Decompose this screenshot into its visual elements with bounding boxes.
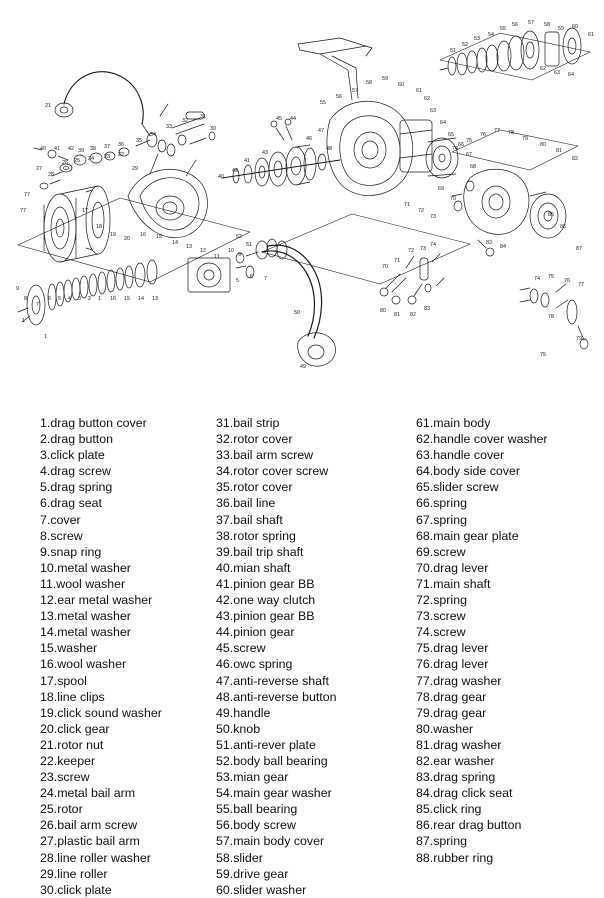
svg-text:53: 53 — [474, 36, 480, 42]
part-list-item: 10.metal washer — [40, 560, 131, 575]
part-list-item: 42.one way clutch — [216, 593, 316, 608]
part-list-item: 40.mian shaft — [216, 560, 291, 575]
svg-text:76: 76 — [564, 278, 570, 284]
part-list-item: 16.wool washer — [40, 657, 127, 672]
svg-text:75: 75 — [466, 138, 472, 144]
part-list-item: 15.washer — [40, 641, 98, 656]
part-list-item: 62.handle cover washer — [416, 432, 548, 447]
bail-small-parts — [34, 104, 215, 165]
part-list-item: 33.bail arm screw — [216, 448, 314, 463]
part-list-item: 57.main body cover — [216, 834, 325, 849]
part-list-item: 5.drag spring — [40, 480, 113, 495]
svg-text:42: 42 — [68, 146, 74, 152]
svg-text:81: 81 — [394, 312, 400, 318]
svg-text:52: 52 — [236, 234, 242, 240]
svg-text:62: 62 — [540, 66, 546, 72]
part-list-item: 72.spring — [416, 593, 467, 608]
diagram-svg — [0, 0, 604, 390]
parts-column-2 — [208, 415, 408, 897]
part-list-item: 73.screw — [416, 609, 466, 624]
part-list-item: 31.bail strip — [216, 416, 280, 430]
svg-text:87: 87 — [576, 246, 582, 252]
parts-column-1 — [0, 415, 208, 897]
svg-text:82: 82 — [410, 312, 416, 318]
svg-text:24: 24 — [88, 156, 94, 162]
part-list-item: 12.ear metal washer — [40, 593, 153, 608]
svg-text:26: 26 — [62, 160, 68, 166]
svg-text:73: 73 — [420, 246, 426, 252]
part-list-item: 66.spring — [416, 496, 467, 511]
svg-text:8: 8 — [24, 296, 27, 302]
part-list-item: 84.drag click seat — [416, 786, 513, 801]
svg-text:20: 20 — [124, 236, 130, 242]
part-list-item: 88.rubber ring — [416, 850, 494, 865]
svg-text:60: 60 — [572, 24, 578, 30]
svg-text:43: 43 — [262, 150, 268, 156]
part-list-item: 85.click ring — [416, 802, 482, 817]
svg-text:18: 18 — [96, 224, 102, 230]
reel-body — [298, 38, 458, 196]
svg-text:65: 65 — [448, 132, 454, 138]
part-list-item: 6.drag seat — [40, 496, 102, 511]
svg-text:13: 13 — [186, 244, 192, 250]
part-list-item: 53.mian gear — [216, 770, 289, 785]
svg-text:77: 77 — [494, 128, 500, 134]
part-list-item: 37.bail shaft — [216, 512, 283, 527]
part-list-item: 18.line clips — [40, 689, 105, 704]
svg-text:14: 14 — [172, 240, 178, 246]
part-list-item: 81.drag washer — [416, 737, 502, 752]
parts-list — [0, 415, 604, 897]
part-list-item: 64.body side cover — [416, 464, 521, 479]
svg-text:38: 38 — [90, 146, 96, 152]
svg-text:16: 16 — [110, 296, 116, 302]
svg-text:61: 61 — [588, 32, 594, 38]
svg-text:39: 39 — [78, 148, 84, 154]
part-list-item: 61.main body — [416, 416, 491, 430]
svg-text:80: 80 — [540, 142, 546, 148]
svg-text:41: 41 — [244, 158, 250, 164]
svg-text:67: 67 — [466, 152, 472, 158]
part-list-item: 9.snap ring — [40, 544, 102, 559]
svg-text:52: 52 — [462, 42, 468, 48]
svg-text:83: 83 — [486, 240, 492, 246]
part-list-item: 1.drag button cover — [40, 416, 147, 430]
parts-column-3 — [408, 415, 604, 865]
drag-lever-cluster — [380, 254, 444, 304]
part-list-item: 36.bail line — [216, 496, 276, 511]
part-list-item: 28.line roller washer — [40, 850, 151, 865]
svg-text:28: 28 — [48, 172, 54, 178]
svg-text:68: 68 — [470, 164, 476, 170]
svg-text:72: 72 — [418, 208, 424, 214]
part-list-item: 68.main gear plate — [416, 528, 519, 543]
part-list-item: 67.spring — [416, 512, 467, 527]
part-list-item: 3.click plate — [40, 448, 105, 463]
part-list-item: 34.rotor cover screw — [216, 464, 329, 479]
svg-text:40: 40 — [218, 174, 224, 180]
svg-text:4: 4 — [68, 296, 71, 302]
handle-assembly — [236, 239, 336, 366]
svg-text:14: 14 — [138, 296, 144, 302]
svg-text:32: 32 — [182, 118, 188, 124]
part-list-item: 27.plastic bail arm — [40, 834, 140, 849]
svg-text:59: 59 — [382, 76, 388, 82]
svg-text:70: 70 — [450, 196, 456, 202]
svg-text:64: 64 — [568, 72, 574, 78]
callout-labels — [16, 20, 594, 370]
part-list-item: 71.main shaft — [416, 576, 491, 591]
svg-text:19: 19 — [110, 232, 116, 238]
part-list-item: 7.cover — [40, 512, 81, 527]
svg-text:6: 6 — [48, 296, 51, 302]
svg-text:81: 81 — [556, 148, 562, 154]
svg-text:1: 1 — [22, 318, 25, 324]
svg-text:48: 48 — [326, 146, 332, 152]
svg-text:75: 75 — [548, 274, 554, 280]
part-list-item: 51.anti-rever plate — [216, 737, 316, 752]
part-list-item: 22.keeper — [40, 753, 96, 768]
svg-text:63: 63 — [430, 108, 436, 114]
part-list-item: 41.pinion gear BB — [216, 576, 315, 591]
part-list-item: 55.ball bearing — [216, 802, 298, 817]
svg-text:80: 80 — [380, 308, 386, 314]
svg-text:77: 77 — [578, 282, 584, 288]
rotor-nut-group — [40, 164, 72, 189]
svg-text:15: 15 — [156, 234, 162, 240]
svg-text:5: 5 — [58, 296, 61, 302]
rotor-assembly — [55, 72, 207, 238]
svg-text:78: 78 — [508, 130, 514, 136]
part-list-item: 11.wool washer — [40, 576, 126, 591]
part-list-item: 70.drag lever — [416, 560, 489, 575]
svg-text:16: 16 — [140, 232, 146, 238]
svg-text:57: 57 — [528, 20, 534, 26]
svg-text:71: 71 — [394, 258, 400, 264]
svg-text:6: 6 — [250, 274, 253, 280]
part-list-item: 26.bail arm screw — [40, 818, 138, 833]
part-list-item: 59.drive gear — [216, 866, 289, 881]
exploded-parts-diagram — [0, 0, 604, 390]
svg-text:42: 42 — [232, 168, 238, 174]
svg-text:22: 22 — [118, 152, 124, 158]
part-list-item: 54.main gear washer — [216, 786, 332, 801]
part-list-item: 56.body screw — [216, 818, 296, 833]
part-list-item: 13.metal washer — [40, 609, 131, 624]
svg-text:17: 17 — [82, 208, 88, 214]
part-list-item: 43.pinion gear BB — [216, 609, 315, 624]
drag-washer-stack — [18, 260, 157, 325]
svg-text:77: 77 — [20, 208, 26, 214]
svg-text:37: 37 — [104, 144, 110, 150]
part-list-item: 80.washer — [416, 721, 474, 736]
part-list-item: 45.screw — [216, 641, 266, 656]
svg-text:76: 76 — [480, 132, 486, 138]
svg-text:82: 82 — [572, 156, 578, 162]
part-list-item: 74.screw — [416, 625, 466, 640]
svg-text:70: 70 — [382, 264, 388, 270]
svg-text:31: 31 — [200, 114, 206, 120]
svg-text:1: 1 — [98, 296, 101, 302]
svg-text:85: 85 — [548, 212, 554, 218]
part-list-item: 32.rotor cover — [216, 432, 293, 447]
svg-text:21: 21 — [45, 103, 51, 109]
svg-text:64: 64 — [440, 120, 446, 126]
part-list-item: 25.rotor — [40, 802, 83, 817]
part-list-item: 79.drag gear — [416, 705, 487, 720]
svg-text:61: 61 — [416, 88, 422, 94]
part-list-item: 60.slider washer — [216, 882, 307, 897]
svg-text:13: 13 — [152, 296, 158, 302]
svg-text:41: 41 — [54, 146, 60, 152]
part-list-item: 46.owc spring — [216, 657, 293, 672]
svg-text:83: 83 — [424, 306, 430, 312]
svg-text:15: 15 — [124, 296, 130, 302]
svg-text:51: 51 — [450, 48, 456, 54]
part-list-item: 48.anti-reverse button — [216, 689, 337, 704]
part-list-item: 20.click gear — [40, 721, 110, 736]
svg-text:56: 56 — [336, 94, 342, 100]
svg-text:57: 57 — [352, 88, 358, 94]
svg-text:73: 73 — [430, 214, 436, 220]
svg-text:69: 69 — [438, 186, 444, 192]
svg-text:51: 51 — [246, 242, 252, 248]
svg-text:27: 27 — [36, 166, 42, 172]
part-list-item: 35.rotor cover — [216, 480, 293, 495]
svg-text:34: 34 — [150, 132, 156, 138]
svg-text:71: 71 — [404, 202, 410, 208]
part-list-item: 2.drag button — [40, 432, 114, 447]
svg-text:3: 3 — [78, 296, 81, 302]
svg-text:66: 66 — [458, 142, 464, 148]
svg-text:11: 11 — [214, 254, 220, 260]
svg-text:63: 63 — [554, 70, 560, 76]
part-list-item: 58.slider — [216, 850, 263, 865]
svg-text:35: 35 — [136, 138, 142, 144]
svg-text:72: 72 — [408, 248, 414, 254]
part-list-item: 8.screw — [40, 528, 83, 543]
svg-text:1: 1 — [44, 334, 47, 340]
svg-text:55: 55 — [500, 26, 506, 32]
svg-text:74: 74 — [452, 146, 458, 152]
click-gear-group — [188, 258, 254, 292]
svg-text:7: 7 — [36, 302, 39, 308]
svg-text:36: 36 — [118, 142, 124, 148]
part-list-item: 52.body ball bearing — [216, 753, 328, 768]
part-list-item: 83.drag spring — [416, 770, 496, 785]
svg-text:79: 79 — [522, 136, 528, 142]
svg-text:2: 2 — [88, 296, 91, 302]
svg-text:10: 10 — [228, 248, 234, 254]
part-list-item: 19.click sound washer — [40, 705, 162, 720]
svg-text:23: 23 — [104, 154, 110, 160]
svg-text:50: 50 — [294, 310, 300, 316]
part-list-item: 50.knob — [216, 721, 261, 736]
part-list-item: 65.slider screw — [416, 480, 499, 495]
part-list-item: 47.anti-reverse shaft — [216, 673, 329, 688]
part-list-item: 14.metal washer — [40, 625, 131, 640]
part-list-item: 38.rotor spring — [216, 528, 296, 543]
svg-text:49: 49 — [300, 364, 306, 370]
svg-text:9: 9 — [16, 286, 19, 292]
svg-text:45: 45 — [276, 116, 282, 122]
svg-text:9: 9 — [238, 252, 241, 258]
svg-text:40: 40 — [40, 146, 46, 152]
svg-text:60: 60 — [398, 82, 404, 88]
part-list-item: 29.line roller — [40, 866, 108, 881]
svg-text:58: 58 — [544, 22, 550, 28]
part-list-item: 39.bail trip shaft — [216, 544, 304, 559]
part-list-item: 69.screw — [416, 544, 466, 559]
part-list-item: 23.screw — [40, 770, 90, 785]
part-list-item: 24.metal bail arm — [40, 786, 136, 801]
svg-text:7: 7 — [264, 276, 267, 282]
part-list-item: 75.drag lever — [416, 641, 489, 656]
part-list-item: 82.ear washer — [416, 753, 495, 768]
svg-text:30: 30 — [210, 126, 216, 132]
part-list-item: 76.drag lever — [416, 657, 489, 672]
svg-text:75: 75 — [540, 352, 546, 358]
svg-text:54: 54 — [488, 32, 494, 38]
part-list-item: 49.handle — [216, 705, 271, 720]
part-list-item: 86.rear drag button — [416, 818, 522, 833]
svg-text:84: 84 — [500, 244, 506, 250]
svg-text:55: 55 — [320, 100, 326, 106]
svg-text:79: 79 — [576, 336, 582, 342]
svg-text:86: 86 — [560, 224, 566, 230]
svg-text:56: 56 — [512, 22, 518, 28]
part-list-item: 78.drag gear — [416, 689, 487, 704]
svg-text:77: 77 — [24, 192, 30, 198]
svg-text:33: 33 — [166, 124, 172, 130]
part-list-item: 44.pinion gear — [216, 625, 295, 640]
svg-text:74: 74 — [534, 276, 540, 282]
svg-text:78: 78 — [548, 314, 554, 320]
svg-text:47: 47 — [318, 128, 324, 134]
svg-text:74: 74 — [430, 242, 436, 248]
svg-text:62: 62 — [424, 96, 430, 102]
svg-text:25: 25 — [74, 158, 80, 164]
part-list-item: 77.drag washer — [416, 673, 502, 688]
part-list-item: 17.spool — [40, 673, 87, 688]
svg-text:29: 29 — [132, 166, 138, 172]
part-list-item: 87.spring — [416, 834, 467, 849]
part-list-item: 30.click plate — [40, 882, 112, 897]
svg-text:58: 58 — [366, 80, 372, 86]
svg-text:46: 46 — [306, 136, 312, 142]
svg-text:59: 59 — [558, 26, 564, 32]
part-list-item: 4.drag screw — [40, 464, 111, 479]
svg-text:44: 44 — [290, 116, 296, 122]
svg-text:12: 12 — [200, 248, 206, 254]
part-list-item: 21.rotor nut — [40, 737, 104, 752]
svg-text:5: 5 — [236, 278, 239, 284]
part-list-item: 63.handle cover — [416, 448, 505, 463]
